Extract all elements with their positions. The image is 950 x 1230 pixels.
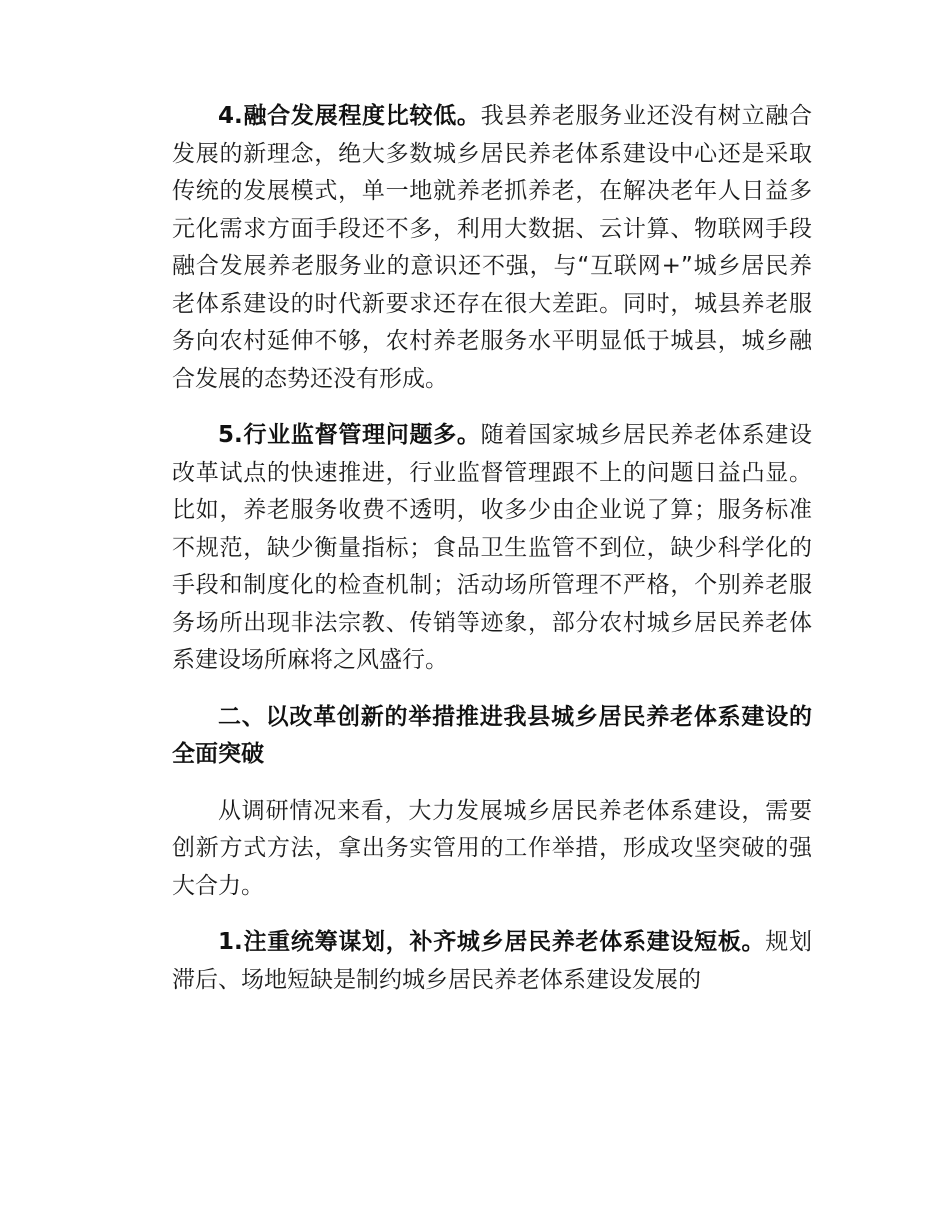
paragraph-text: 规划滞后、场地短缺是制约城乡居民养老体系建设发展的 xyxy=(172,929,812,993)
section-heading-text: 二、以改革创新的举措推进我县城乡居民养老体系建设的全面突破 xyxy=(172,703,812,767)
paragraph-overall-planning xyxy=(172,924,812,999)
paragraph-heading: 1.注重统筹谋划，补齐城乡居民养老体系建设短板。 xyxy=(218,929,766,955)
paragraph-text: 我县养老服务业还没有树立融合发展的新理念，绝大多数城乡居民养老体系建设中心还是采取传统的发展模式，单一地就养老抓养老，在解决老年人日益多元化需求方面手段还不多，利用大数据、云计算、物联网手段融合发展养老服务业的意识还不强，与“互联网+”城乡居民养老体系建设的时代新要求还存在很大差距。同时，城县养老服务向农村延伸不够，农村养老服务水平明显低于城县，城乡融合发展的态势还没有形成。 xyxy=(172,103,812,392)
paragraph-research-summary xyxy=(172,793,812,906)
paragraph-text: 从调研情况来看，大力发展城乡居民养老体系建设，需要创新方式方法，拿出务实管用的工作举措，形成攻坚突破的强大合力。 xyxy=(172,797,812,899)
paragraph-heading: 4.融合发展程度比较低。 xyxy=(218,103,481,129)
paragraph-heading: 5.行业监督管理问题多。 xyxy=(218,422,481,448)
section-heading-reform-innovation xyxy=(172,699,812,774)
paragraph-integration-development xyxy=(172,98,812,398)
document-body xyxy=(172,98,812,999)
paragraph-industry-supervision xyxy=(172,417,812,680)
paragraph-text: 随着国家城乡居民养老体系建设改革试点的快速推进，行业监督管理跟不上的问题日益凸显。比如，养老服务收费不透明，收多少由企业说了算；服务标准不规范，缺少衡量指标；食品卫生监管不到位，缺少科学化的手段和制度化的检查机制；活动场所管理不严格，个别养老服务场所出现非法宗教、传销等迹象，部分农村城乡居民养老体系建设场所麻将之风盛行。 xyxy=(172,422,812,673)
